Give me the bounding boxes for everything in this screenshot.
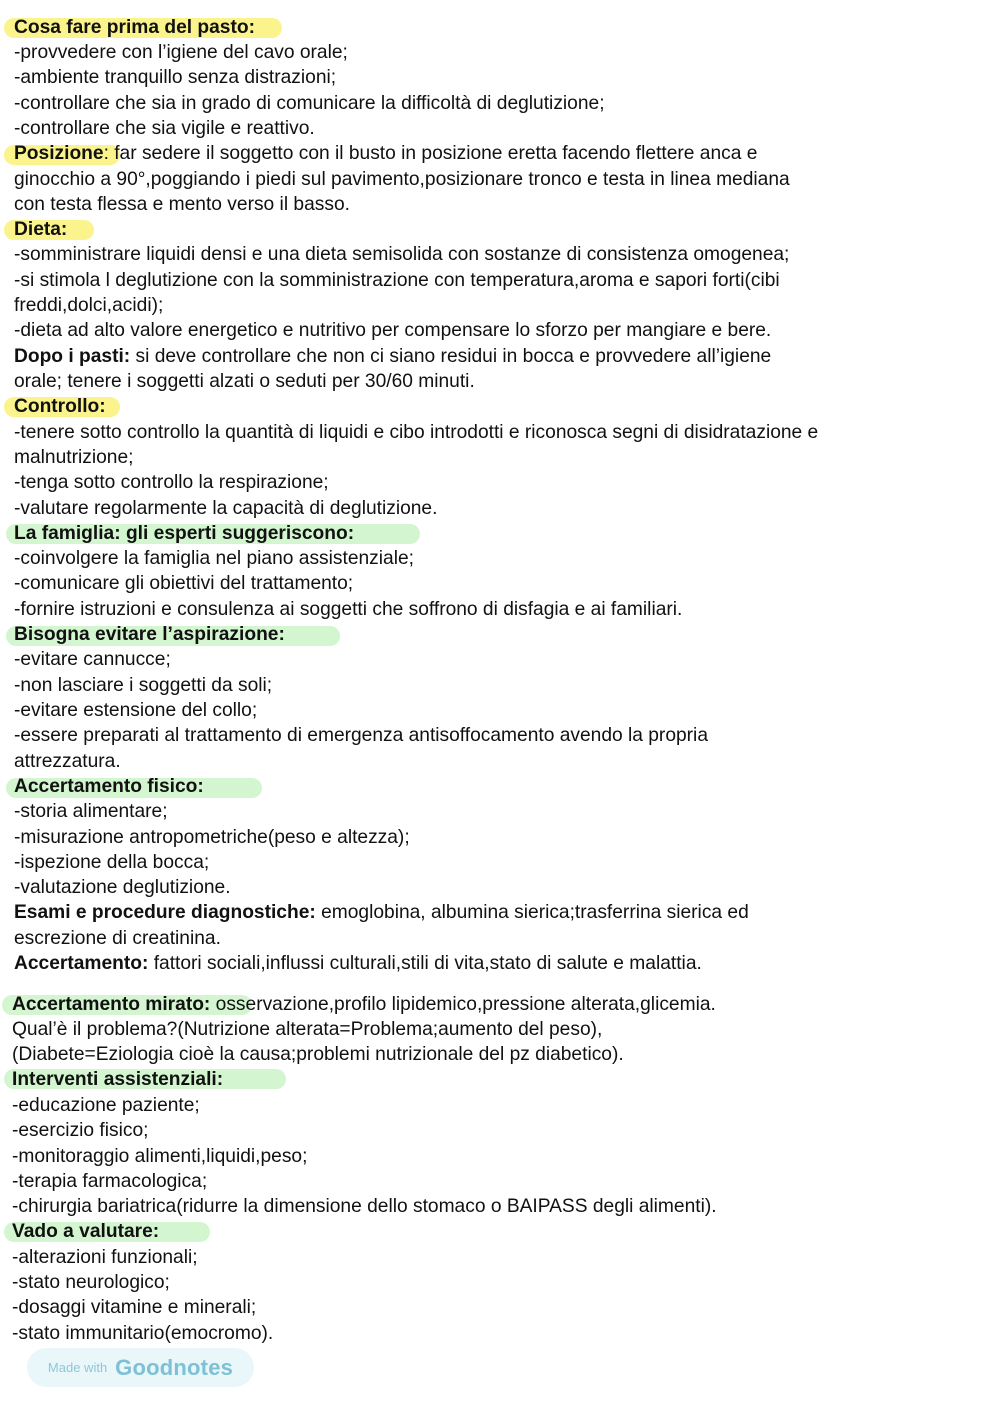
heading-interventi: Interventi assistenziali:: [12, 1069, 224, 1090]
list-item: -non lasciare i soggetti da soli;: [14, 675, 273, 696]
list-item: -valutare regolarmente la capacità di deglutizione.: [14, 498, 438, 519]
list-item: -stato immunitario(emocromo).: [12, 1323, 274, 1344]
list-item: malnutrizione;: [14, 447, 134, 468]
paragraph-dopo-pasti: [14, 344, 771, 369]
list-item: -ambiente tranquillo senza distrazioni;: [14, 67, 337, 88]
list-item: -provvedere con l’igiene del cavo orale;: [14, 42, 348, 63]
text-line: Qual’è il problema?(Nutrizione alterata=Problema;aumento del peso),: [12, 1019, 603, 1040]
list-item: -coinvolgere la famiglia nel piano assistenziale;: [14, 548, 414, 569]
heading-accertamento-mirato: Accertamento mirato:: [12, 994, 211, 1015]
paragraph-esami: [14, 900, 749, 925]
heading-famiglia: La famiglia: gli esperti suggeriscono:: [14, 523, 355, 544]
heading-esami: Esami e procedure diagnostiche:: [14, 902, 316, 923]
heading-dopo-pasti: Dopo i pasti:: [14, 346, 131, 367]
list-item: freddi,dolci,acidi);: [14, 295, 164, 316]
list-item: -valutazione deglutizione.: [14, 877, 231, 898]
heading-posizione: Posizione: [14, 143, 104, 164]
text-line: con testa flessa e mento verso il basso.: [14, 194, 350, 215]
text-accertamento-mirato: osservazione,profilo lipidemico,pressione alterata,glicemia.: [210, 994, 716, 1015]
goodnotes-logo: Goodnotes: [115, 1354, 234, 1380]
text-line: orale; tenere i soggetti alzati o seduti per 30/60 minuti.: [14, 371, 475, 392]
list-item: -storia alimentare;: [14, 801, 168, 822]
list-item: -misurazione antropometriche(peso e altezza);: [14, 827, 410, 848]
list-item: -evitare estensione del collo;: [14, 700, 258, 721]
heading-controllo: Controllo:: [14, 396, 106, 417]
list-item: -dieta ad alto valore energetico e nutritivo per compensare lo sforzo per mangiare e bere.: [14, 320, 772, 341]
text-dopo-pasti: si deve controllare che non ci siano residui in bocca e provvedere all’igiene: [130, 346, 772, 367]
made-with-goodnotes-badge: [27, 1348, 254, 1387]
heading-valutare: Vado a valutare:: [12, 1221, 160, 1242]
heading-accertamento-fisico: Accertamento fisico:: [14, 776, 204, 797]
list-item: -alterazioni funzionali;: [12, 1247, 198, 1268]
list-item: -somministrare liquidi densi e una dieta semisolida con sostanze di consistenza omogenea;: [14, 244, 790, 265]
text-esami: emoglobina, albumina sierica;trasferrina sierica ed: [315, 902, 749, 923]
list-item: -tenere sotto controllo la quantità di liquidi e cibo introdotti e riconosca segni di disidratazione e: [14, 422, 819, 443]
list-item: -chirurgia bariatrica(ridurre la dimensione dello stomaco o BAIPASS degli alimenti).: [12, 1196, 717, 1217]
heading-prima-colon: :: [248, 17, 255, 38]
paragraph-posizione: [14, 141, 757, 166]
text-line: (Diabete=Eziologia cioè la causa;problemi nutrizionale del pz diabetico).: [12, 1044, 624, 1065]
list-item: -esercizio fisico;: [12, 1120, 149, 1141]
heading-accertamento: Accertamento:: [14, 953, 149, 974]
list-item: -educazione paziente;: [12, 1095, 200, 1116]
list-item: -controllare che sia vigile e reattivo.: [14, 118, 315, 139]
heading-aspirazione: Bisogna evitare l’aspirazione:: [14, 624, 285, 645]
heading-prima-pasto: [14, 15, 255, 40]
list-item: -ispezione della bocca;: [14, 852, 210, 873]
paragraph-accertamento: [14, 951, 702, 976]
list-item: -fornire istruzioni e consulenza ai soggetti che soffrono di disfagia e ai familiari.: [14, 599, 683, 620]
made-with-label: Made with: [47, 1360, 108, 1375]
list-item: -stato neurologico;: [12, 1272, 170, 1293]
heading-dieta: Dieta:: [14, 219, 68, 240]
text-line: escrezione di creatinina.: [14, 928, 221, 949]
list-item: -dosaggi vitamine e minerali;: [12, 1297, 257, 1318]
list-item: -tenga sotto controllo la respirazione;: [14, 472, 329, 493]
list-item: -si stimola l deglutizione con la somministrazione con temperatura,aroma e sapori forti(cibi: [14, 270, 780, 291]
text-accertamento: fattori sociali,influssi culturali,stili di vita,stato di salute e malattia.: [148, 953, 702, 974]
paragraph-accertamento-mirato: [12, 992, 716, 1017]
list-item: -essere preparati al trattamento di emergenza antisoffocamento avendo la propria: [14, 725, 708, 746]
list-item: -evitare cannucce;: [14, 649, 171, 670]
text-line: ginocchio a 90°,poggiando i piedi sul pavimento,posizionare tronco e testa in linea mediana: [14, 169, 790, 190]
heading-prima-title: Cosa fare prima del pasto: [14, 17, 249, 38]
list-item: -monitoraggio alimenti,liquidi,peso;: [12, 1146, 308, 1167]
list-item: -terapia farmacologica;: [12, 1171, 208, 1192]
list-item: -controllare che sia in grado di comunicare la difficoltà di deglutizione;: [14, 93, 605, 114]
list-item: attrezzatura.: [14, 751, 121, 772]
text-posizione: : far sedere il soggetto con il busto in posizione eretta facendo flettere anca e: [103, 143, 758, 164]
list-item: -comunicare gli obiettivi del trattamento;: [14, 573, 354, 594]
